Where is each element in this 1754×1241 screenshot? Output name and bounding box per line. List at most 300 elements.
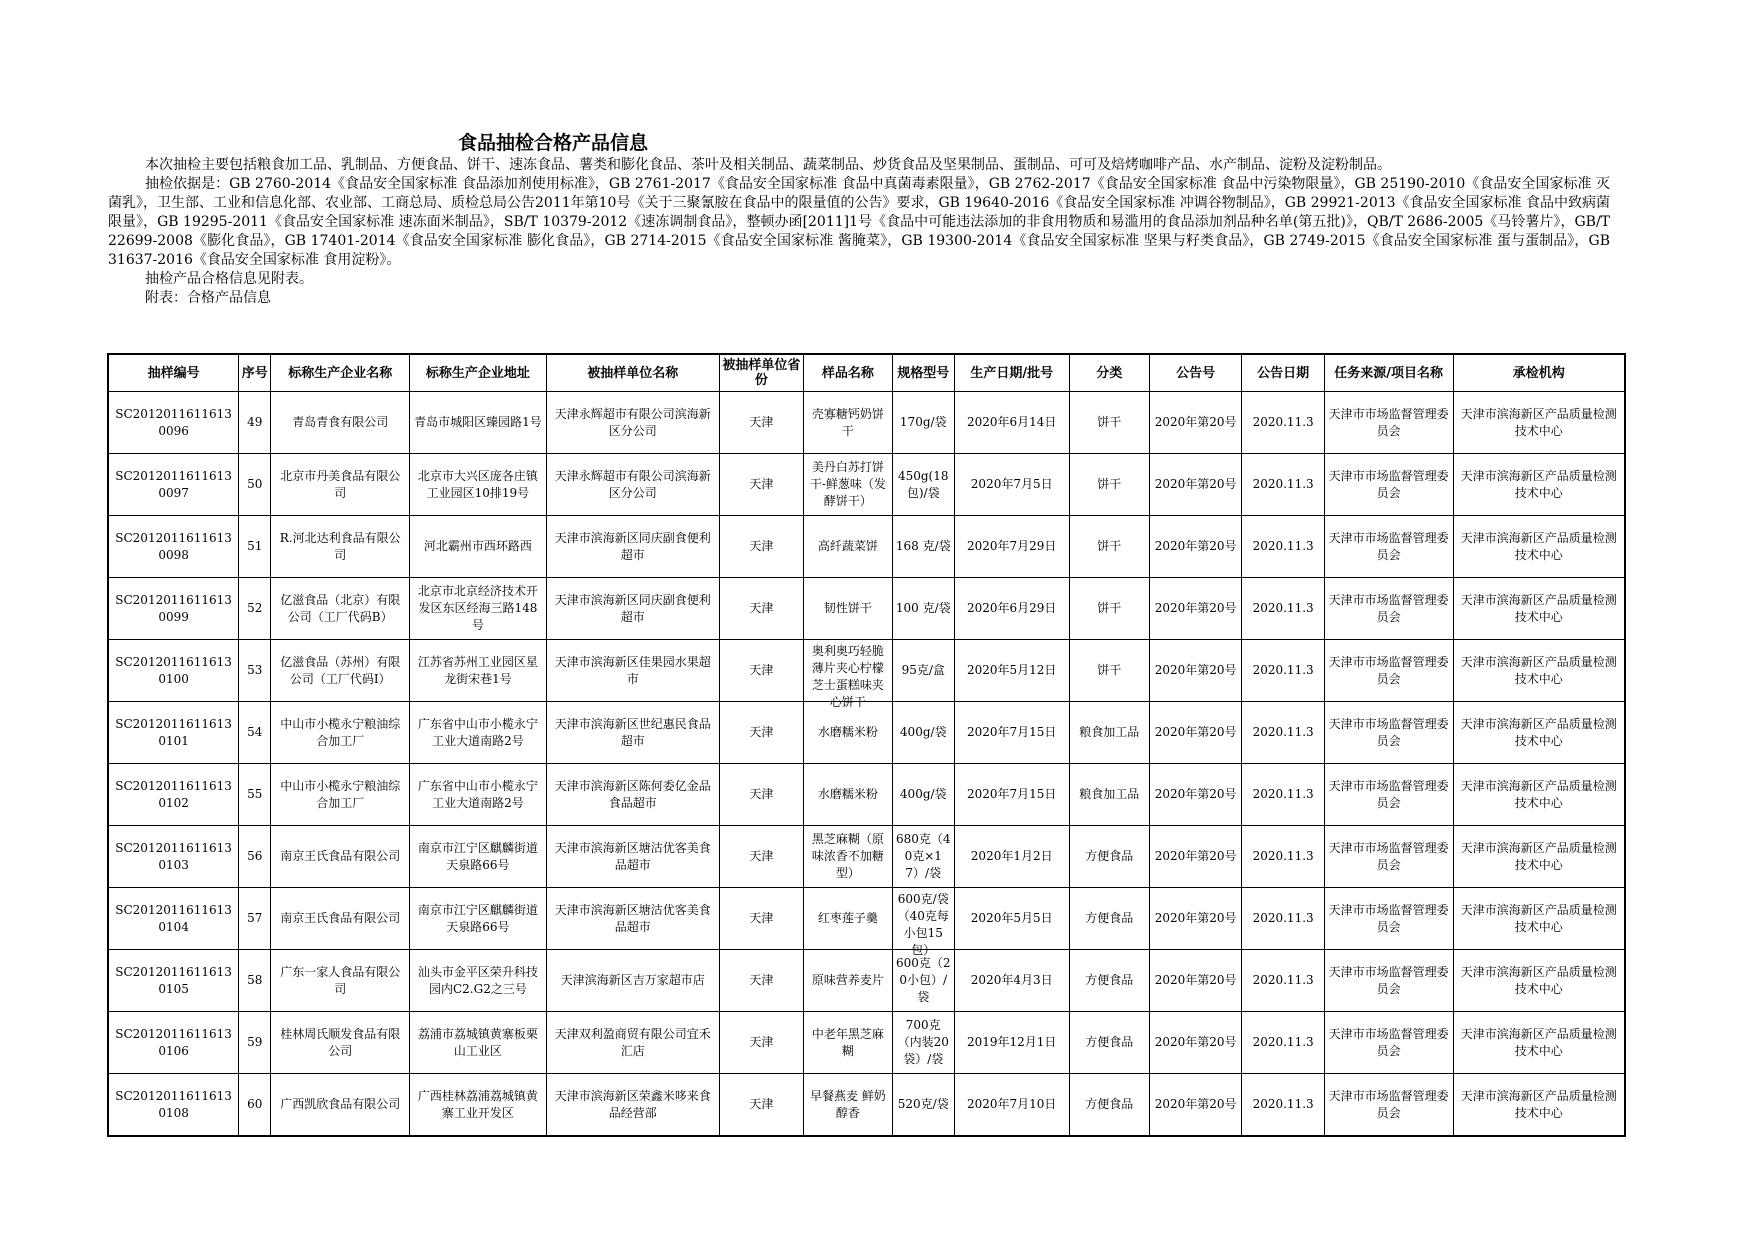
cell-testing-agency [1453,702,1625,764]
cell-text: 2020年5月5日 [970,911,1053,925]
cell-text: 2020年6月29日 [966,601,1057,615]
cell-producer-name [271,516,410,578]
cell-sampled-province [719,454,803,516]
cell-producer-name [271,1074,410,1137]
cell-production-date [954,1074,1069,1137]
cell-text: 天津市市场监督管理委员会 [1328,902,1449,934]
cell-text: 天津市滨海新区荣鑫米哆来食品经营部 [554,1088,711,1120]
cell-category [1069,702,1149,764]
cell-producer-name [271,392,410,454]
header-category: 分类 [1069,354,1149,392]
cell-notice-date [1242,454,1324,516]
cell-text: 方便食品 [1085,911,1134,925]
cell-task-source [1324,640,1453,702]
cell-sampled-unit [546,764,719,826]
cell-text: SC20120116116130100 [115,654,232,686]
cell-text: 56 [247,849,263,863]
cell-producer-name [271,1012,410,1074]
cell-notice-no [1149,888,1241,950]
cell-text: 2020年第20号 [1154,725,1237,739]
cell-text: 2020年7月15日 [966,725,1057,739]
cell-testing-agency [1453,392,1625,454]
header-notice-no: 公告号 [1149,354,1241,392]
cell-text: 南京市江宁区麒麟街道天泉路66号 [417,902,538,934]
cell-text: 2020年7月10日 [966,1097,1057,1111]
cell-text: 2020年7月5日 [970,477,1053,491]
cell-notice-no [1149,516,1241,578]
header-sample-no: 抽样编号 [108,354,239,392]
cell-text: 2020.11.3 [1252,539,1314,553]
page-title: 食品抽检合格产品信息 [458,132,649,154]
cell-sample-no [108,392,239,454]
cell-text: 2020年5月12日 [966,663,1057,677]
cell-text: 天津市市场监督管理委员会 [1328,716,1449,748]
cell-text: 中老年黑芝麻糊 [811,1026,884,1058]
cell-sample-no [108,454,239,516]
cell-text: 天津 [749,973,774,987]
cell-text: 400g/袋 [899,787,947,801]
cell-producer-address [410,1074,547,1137]
cell-testing-agency [1453,950,1625,1012]
cell-text: 51 [247,539,263,553]
cell-text: 2020年第20号 [1154,911,1237,925]
cell-text: 高纤蔬菜饼 [817,539,878,553]
cell-text: 北京市大兴区庞各庄镇工业园区10排19号 [417,468,538,500]
cell-text: 方便食品 [1085,973,1134,987]
cell-sampled-unit [546,826,719,888]
cell-text: 饼干 [1097,601,1122,615]
cell-text: 60 [247,1097,263,1111]
cell-category [1069,578,1149,640]
cell-text: 饼干 [1097,663,1122,677]
cell-text: 天津市滨海新区产品质量检测技术中心 [1460,964,1617,996]
cell-text: 2019年12月1日 [966,1035,1057,1049]
cell-sample-name [804,764,892,826]
cell-text: 北京市丹美食品有限公司 [280,468,401,500]
cell-text: 天津市滨海新区产品质量检测技术中心 [1460,840,1617,872]
cell-testing-agency [1453,578,1625,640]
cell-sampled-province [719,1074,803,1137]
cell-text: 广东省中山市小榄永宁工业大道南路2号 [417,778,538,810]
cell-notice-no [1149,702,1241,764]
cell-seq [239,516,271,578]
cell-producer-address [410,578,547,640]
cell-task-source [1324,1074,1453,1137]
intro-basis: 抽检依据是：GB 2760-2014《食品安全国家标准 食品添加剂使用标准》，GB 2761-2017《食品安全国家标准 食品中真菌毒素限量》，GB 2762-2017《食品安全国家标准 食品中污染物限量》，GB 25190-2010《食品安全国家标准 灭菌乳》，卫生部、工业和信息化部、农业部、工商总局、质检总局公告2011年第10号《关于三聚氰胺在食品中的限量值的公告》要求，GB 19640-2016《食品安全国家标准 冲调谷物制品》，GB 29921-2013《食品安全国家标准 食品中致病菌限量》，GB 19295-2011《食品安全国家标准 速冻面米制品》，SB/T 10379-2012《速冻调制食品》，整顿办函[2011]1号《食品中可能违法添加的非食用物质和易滥用的食品添加剂品种名单(第五批)》，QB/T 2686-2005《马铃薯片》，GB/T 22699-2008《膨化食品》，GB 17401-2014《食品安全国家标准 膨化食品》，GB 2714-2015《食品安全国家标准 酱腌菜》，GB 19300-2014《食品安全国家标准 坚果与籽类食品》，GB 2749-2015《食品安全国家标准 蛋与蛋制品》，GB 31637-2016《食品安全国家标准 食用淀粉》。 [108,176,1610,268]
cell-text: 2020年第20号 [1154,973,1237,987]
cell-sample-name [804,454,892,516]
header-sampled-province: 被抽样单位省份 [719,354,803,392]
cell-text: 天津市市场监督管理委员会 [1328,530,1449,562]
cell-notice-date [1242,826,1324,888]
cell-text: 亿滋食品（北京）有限公司（工厂代码B） [280,592,401,624]
cell-sampled-unit [546,1074,719,1137]
table-row [108,950,1625,1012]
cell-spec [892,950,954,1012]
cell-text: 粮食加工品 [1079,725,1140,739]
cell-text: SC20120116116130097 [115,468,232,500]
cell-task-source [1324,702,1453,764]
cell-notice-no [1149,640,1241,702]
cell-text: SC20120116116130101 [115,716,232,748]
cell-production-date [954,764,1069,826]
cell-text: 2020年第20号 [1154,787,1237,801]
cell-sampled-province [719,640,803,702]
cell-text: SC20120116116130105 [115,964,232,996]
cell-production-date [954,950,1069,1012]
cell-spec [892,578,954,640]
cell-text: 2020.11.3 [1252,663,1314,677]
cell-seq [239,640,271,702]
cell-text: 700克（内装20袋）/袋 [897,1018,949,1066]
cell-producer-name [271,764,410,826]
cell-text: 天津 [749,787,774,801]
cell-text: 2020.11.3 [1252,415,1314,429]
cell-text: 青岛青食有限公司 [292,415,389,429]
cell-sampled-unit [546,950,719,1012]
cell-producer-name [271,640,410,702]
cell-text: 天津 [749,1097,774,1111]
cell-task-source [1324,392,1453,454]
cell-notice-no [1149,454,1241,516]
cell-testing-agency [1453,888,1625,950]
cell-producer-name [271,702,410,764]
cell-producer-address [410,826,547,888]
table-row [108,702,1625,764]
cell-text: 江苏省苏州工业园区星龙街宋巷1号 [417,654,538,686]
cell-notice-date [1242,888,1324,950]
cell-category [1069,640,1149,702]
cell-text: 红枣莲子羹 [817,911,878,925]
cell-producer-address [410,454,547,516]
cell-sample-no [108,578,239,640]
header-spec: 规格型号 [892,354,954,392]
cell-text: SC20120116116130098 [115,530,232,562]
cell-sampled-province [719,516,803,578]
cell-text: 2020年1月2日 [970,849,1053,863]
cell-text: 亿滋食品（苏州）有限公司（工厂代码I） [280,654,401,686]
cell-text: 天津永辉超市有限公司滨海新区分公司 [554,468,711,500]
intro-scope: 本次抽检主要包括粮食加工品、乳制品、方便食品、饼干、速冻食品、薯类和膨化食品、茶叶及相关制品、蔬菜制品、炒货食品及坚果制品、蛋制品、可可及焙烤咖啡产品、水产制品、淀粉及淀粉制品。 [145,157,1391,173]
cell-sampled-unit [546,454,719,516]
cell-sample-no [108,516,239,578]
cell-text: 天津市滨海新区产品质量检测技术中心 [1460,778,1617,810]
cell-text: 粮食加工品 [1079,787,1140,801]
cell-spec [892,888,954,957]
cell-testing-agency [1453,764,1625,826]
cell-text: 中山市小榄永宁粮油综合加工厂 [280,778,401,810]
cell-task-source [1324,950,1453,1012]
cell-text: 水磨糯米粉 [817,725,878,739]
cell-text: SC20120116116130102 [115,778,232,810]
cell-notice-no [1149,578,1241,640]
cell-text: 中山市小榄永宁粮油综合加工厂 [280,716,401,748]
qualified-products-table [107,353,1626,1137]
cell-spec [892,826,954,888]
header-task-source: 任务来源/项目名称 [1324,354,1453,392]
cell-text: 天津市滨海新区同庆副食便利超市 [554,530,711,562]
cell-sampled-province [719,764,803,826]
cell-sample-name [804,516,892,578]
cell-text: 广西桂林荔浦荔城镇黄寨工业开发区 [417,1088,538,1120]
cell-sample-name [804,950,892,1012]
cell-text: 95克/盒 [901,663,945,677]
cell-text: 天津市滨海新区产品质量检测技术中心 [1460,406,1617,438]
cell-sample-no [108,1074,239,1137]
cell-text: 2020.11.3 [1252,911,1314,925]
cell-notice-no [1149,1012,1241,1074]
cell-spec [892,516,954,578]
cell-text: 2020.11.3 [1252,477,1314,491]
cell-category [1069,392,1149,454]
cell-text: 黑芝麻糊（原味浓香不加糖型） [811,832,884,880]
cell-text: R.河北达利食品有限公司 [279,530,401,562]
cell-text: 2020年7月29日 [966,539,1057,553]
cell-sampled-unit [546,888,719,950]
cell-text: 2020.11.3 [1252,849,1314,863]
cell-notice-no [1149,392,1241,454]
cell-testing-agency [1453,1074,1625,1137]
cell-text: 韧性饼干 [823,601,872,615]
cell-text: 天津市滨海新区陈何委亿金品食品超市 [554,778,711,810]
cell-text: 2020年第20号 [1154,477,1237,491]
cell-text: 2020.11.3 [1252,725,1314,739]
cell-text: 2020年第20号 [1154,601,1237,615]
cell-text: 天津市滨海新区产品质量检测技术中心 [1460,592,1617,624]
cell-text: 天津 [749,415,774,429]
cell-text: 100 克/袋 [895,601,951,615]
cell-seq [239,888,271,950]
cell-sampled-unit [546,516,719,578]
cell-sample-no [108,1012,239,1074]
cell-text: 天津市滨海新区产品质量检测技术中心 [1460,654,1617,686]
cell-text: 2020年4月3日 [970,973,1053,987]
cell-sample-name [804,1012,892,1074]
cell-text: 天津 [749,663,774,677]
table-row [108,454,1625,516]
cell-text: 天津市滨海新区塘沽优客美食品超市 [554,902,711,934]
cell-producer-address [410,764,547,826]
cell-text: 54 [247,725,263,739]
cell-testing-agency [1453,826,1625,888]
cell-sampled-unit [546,1012,719,1074]
cell-text: 2020年7月15日 [966,787,1057,801]
cell-production-date [954,826,1069,888]
cell-seq [239,950,271,1012]
cell-sample-no [108,950,239,1012]
cell-sample-name [804,826,892,888]
cell-sampled-province [719,826,803,888]
cell-production-date [954,578,1069,640]
cell-sampled-unit [546,392,719,454]
cell-text: 青岛市城阳区臻园路1号 [414,415,542,429]
cell-text: 170g/袋 [899,415,947,429]
cell-text: 2020.11.3 [1252,601,1314,615]
cell-text: 天津永辉超市有限公司滨海新区分公司 [554,406,711,438]
cell-testing-agency [1453,516,1625,578]
cell-notice-no [1149,764,1241,826]
cell-text: 600克/袋（40克每小包15包） [897,892,949,957]
cell-text: 广东一家人食品有限公司 [280,964,401,996]
cell-notice-no [1149,826,1241,888]
table-header-row [108,354,1625,392]
cell-text: 方便食品 [1085,1035,1134,1049]
cell-notice-date [1242,1074,1324,1137]
cell-text: 南京市江宁区麒麟街道天泉路66号 [417,840,538,872]
cell-text: 2020年第20号 [1154,849,1237,863]
cell-text: 400g/袋 [899,725,947,739]
cell-sampled-unit [546,640,719,702]
cell-text: 2020.11.3 [1252,1035,1314,1049]
cell-text: 天津市滨海新区产品质量检测技术中心 [1460,902,1617,934]
cell-task-source [1324,764,1453,826]
cell-text: 2020年第20号 [1154,415,1237,429]
cell-spec [892,764,954,826]
cell-text: 天津市滨海新区世纪惠民食品超市 [554,716,711,748]
cell-producer-address [410,702,547,764]
cell-seq [239,578,271,640]
cell-text: 520克/袋 [897,1097,949,1111]
cell-text: 2020年第20号 [1154,1035,1237,1049]
table-row [108,640,1625,702]
cell-text: 天津 [749,911,774,925]
cell-category [1069,1012,1149,1074]
cell-text: 桂林周氏顺发食品有限公司 [280,1026,401,1058]
cell-category [1069,454,1149,516]
cell-text: 天津市市场监督管理委员会 [1328,964,1449,996]
cell-producer-name [271,950,410,1012]
cell-text: 天津 [749,1035,774,1049]
cell-task-source [1324,888,1453,950]
cell-text: 天津市市场监督管理委员会 [1328,1088,1449,1120]
cell-production-date [954,1012,1069,1074]
cell-text: 汕头市金平区荣升科技园内C2.G2之三号 [417,964,538,996]
cell-text: 天津 [749,539,774,553]
cell-text: 600克（20小包）/袋 [895,956,951,1004]
cell-notice-date [1242,950,1324,1012]
cell-producer-address [410,950,547,1012]
cell-production-date [954,702,1069,764]
cell-text: 2020年第20号 [1154,663,1237,677]
cell-text: 2020.11.3 [1252,1097,1314,1111]
cell-text: 天津市市场监督管理委员会 [1328,1026,1449,1058]
cell-seq [239,826,271,888]
cell-text: 天津 [749,849,774,863]
cell-text: 2020年6月14日 [966,415,1057,429]
cell-text: 水磨糯米粉 [817,787,878,801]
cell-text: 美丹白苏打饼干-鲜葱味（发酵饼干） [809,460,886,508]
cell-producer-name [271,826,410,888]
cell-spec [892,702,954,764]
header-producer-name: 标称生产企业名称 [271,354,410,392]
header-production-date: 生产日期/批号 [954,354,1069,392]
cell-producer-address [410,516,547,578]
header-sampled-unit: 被抽样单位名称 [546,354,719,392]
cell-producer-name [271,454,410,516]
header-producer-address: 标称生产企业地址 [410,354,547,392]
cell-testing-agency [1453,1012,1625,1074]
cell-sample-name [804,392,892,454]
cell-task-source [1324,454,1453,516]
cell-text: 早餐燕麦 鲜奶醇香 [809,1088,886,1120]
cell-text: 南京王氏食品有限公司 [280,911,401,925]
cell-text: 53 [247,663,263,677]
cell-producer-name [271,888,410,950]
cell-testing-agency [1453,640,1625,702]
cell-seq [239,1074,271,1137]
cell-text: 天津市市场监督管理委员会 [1328,592,1449,624]
cell-text: 57 [247,911,263,925]
cell-text: 49 [247,415,263,429]
cell-text: 59 [247,1035,263,1049]
cell-sample-no [108,764,239,826]
intro-text [108,156,1610,308]
cell-sampled-province [719,1012,803,1074]
cell-text: 450g(18包)/袋 [897,468,949,500]
cell-text: 天津市滨海新区塘沽优客美食品超市 [554,840,711,872]
cell-text: 原味营养麦片 [811,973,884,987]
cell-text: 55 [247,787,263,801]
table-row [108,578,1625,640]
cell-sampled-province [719,888,803,950]
cell-text: SC20120116116130104 [115,902,232,934]
intro-info: 抽检产品合格信息见附表。 [145,271,313,287]
table-row [108,392,1625,454]
header-seq: 序号 [239,354,271,392]
cell-production-date [954,640,1069,702]
cell-production-date [954,392,1069,454]
cell-producer-address [410,392,547,454]
cell-task-source [1324,826,1453,888]
cell-category [1069,950,1149,1012]
cell-notice-date [1242,640,1324,702]
cell-spec [892,1074,954,1137]
cell-sampled-unit [546,702,719,764]
cell-text: 天津市滨海新区产品质量检测技术中心 [1460,1026,1617,1058]
cell-text: 广东省中山市小榄永宁工业大道南路2号 [417,716,538,748]
cell-text: 天津市市场监督管理委员会 [1328,654,1449,686]
cell-seq [239,392,271,454]
cell-text: 天津市滨海新区同庆副食便利超市 [554,592,711,624]
cell-notice-no [1149,1074,1241,1137]
cell-text: 广西凯欣食品有限公司 [280,1097,401,1111]
cell-sampled-unit [546,578,719,640]
cell-text: 天津 [749,725,774,739]
cell-category [1069,826,1149,888]
cell-producer-address [410,640,547,702]
cell-text: 饼干 [1097,539,1122,553]
cell-text: 天津市市场监督管理委员会 [1328,840,1449,872]
cell-sampled-province [719,950,803,1012]
cell-spec [892,640,954,702]
cell-text: 南京王氏食品有限公司 [280,849,401,863]
table-row [108,888,1625,950]
cell-text: 饼干 [1097,415,1122,429]
cell-production-date [954,516,1069,578]
cell-production-date [954,454,1069,516]
cell-task-source [1324,578,1453,640]
cell-testing-agency [1453,454,1625,516]
cell-text: 天津 [749,601,774,615]
cell-text: 680克（40克×17）/袋 [895,832,951,880]
cell-text: 58 [247,973,263,987]
cell-text: 天津市市场监督管理委员会 [1328,406,1449,438]
cell-text: 52 [247,601,263,615]
cell-text: 饼干 [1097,477,1122,491]
cell-seq [239,454,271,516]
cell-sample-name [804,1074,892,1137]
cell-category [1069,516,1149,578]
